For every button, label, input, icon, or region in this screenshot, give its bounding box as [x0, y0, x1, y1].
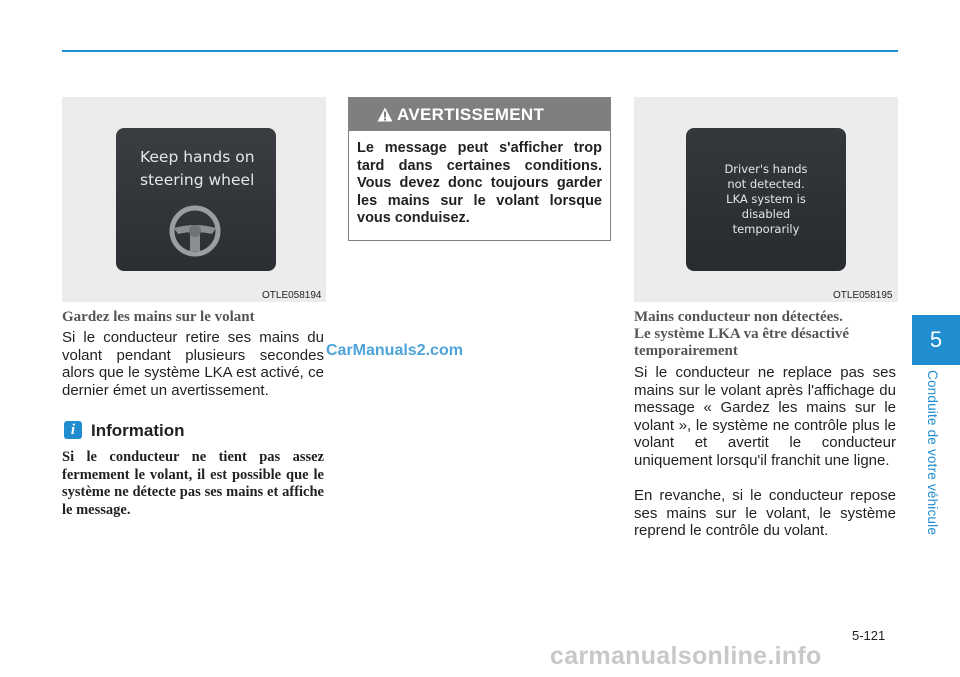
warning-header — [349, 98, 610, 131]
cluster-display — [116, 128, 276, 271]
section-heading-line-3: temporairement — [634, 343, 738, 359]
chapter-label: Conduite de votre véhicule — [925, 370, 940, 536]
section-heading-line-2: Le système LKA va être désactivé — [634, 326, 850, 342]
figure-hands-not-detected — [634, 97, 898, 302]
body-paragraph-2: En revanche, si le conducteur repose ses mains sur le volant, le système reprend le contrôle du volant. — [634, 487, 896, 539]
section-heading-line-1: Mains conducteur non détectées. — [634, 309, 843, 325]
figure-keep-hands-on — [62, 97, 326, 302]
info-icon: i — [64, 421, 82, 439]
warning-text: Le message peut s'afficher trop tard dans certaines conditions. Vous devez donc toujours garder les mains sur le volant lorsque vous conduisez. — [357, 140, 602, 226]
display-line-1: Keep hands on — [140, 148, 255, 166]
warning-title: AVERTISSEMENT — [397, 105, 545, 124]
body-paragraph-1: Si le conducteur ne replace pas ses mains sur le volant après l'affichage du message « Gardez les mains sur le volant », le système ne contrôle plus le volant et avertit le conducteur uniquement lorsqu'il franchit une ligne. — [634, 364, 896, 469]
figure-code-left: OTLE058194 — [262, 290, 322, 301]
top-rule — [62, 50, 898, 52]
warning-triangle-icon — [377, 107, 393, 122]
figure-code-right: OTLE058195 — [833, 290, 893, 301]
display-message — [140, 146, 255, 192]
chapter-tab: 5 — [912, 315, 960, 365]
page-number: 5-121 — [852, 628, 886, 643]
body-paragraph: Si le conducteur retire ses mains du volant pendant plusieurs secondes alors que le système LKA est activé, ce dernier émet un avertissement. — [62, 329, 324, 399]
display-line-2: steering wheel — [140, 171, 255, 189]
cluster-display — [686, 128, 846, 271]
watermark: CarManuals2.com — [326, 342, 463, 359]
warning-box — [348, 97, 611, 241]
display-message: Driver's hands not detected. LKA system is disabled temporarily — [724, 162, 808, 236]
info-title: Information — [91, 421, 185, 440]
watermark-bottom: carmanualsonline.info — [550, 642, 822, 670]
section-heading: Gardez les mains sur le volant — [62, 309, 255, 325]
steering-wheel-icon — [168, 204, 222, 258]
info-text: Si le conducteur ne tient pas assez fermement le volant, il est possible que le système ne détecte pas ses mains et affiche le message. — [62, 449, 324, 518]
